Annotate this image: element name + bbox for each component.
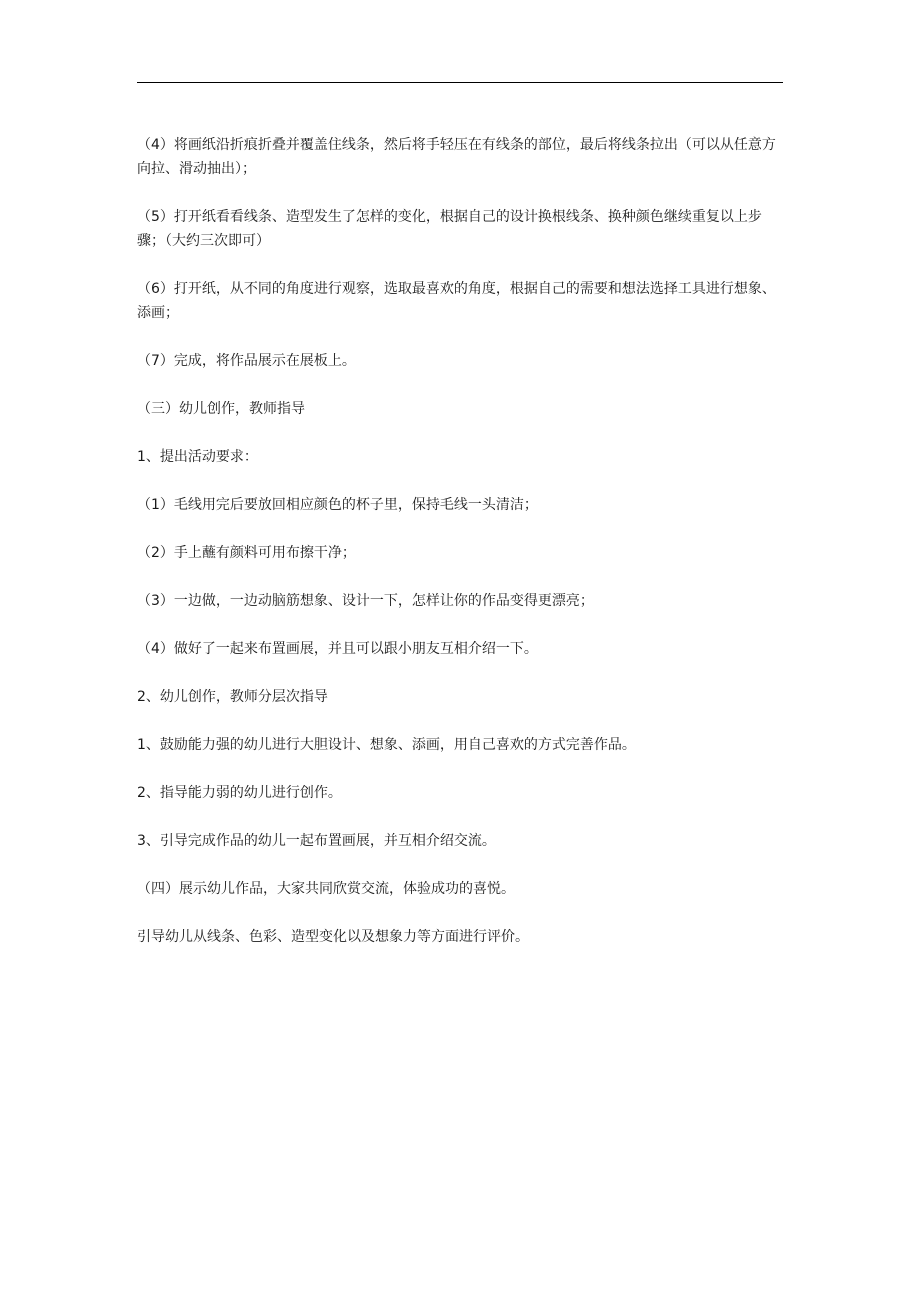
document-body (137, 133, 787, 973)
requirement-2: （2）手上蘸有颜料可用布擦干净； (137, 545, 356, 561)
requirement-1: （1）毛线用完后要放回相应颜色的杯子里，保持毛线一头清洁； (137, 497, 538, 513)
activity-requirements-heading: 1、提出活动要求： (137, 449, 258, 465)
step-4-paragraph: （4）将画纸沿折痕折叠并覆盖住线条，然后将手轻压在有线条的部位，最后将线条拉出（可以从任意方向拉、滑动抽出）； (137, 137, 776, 177)
requirement-4: （4）做好了一起来布置画展，并且可以跟小朋友互相介绍一下。 (137, 641, 538, 657)
guidance-item-2: 2、指导能力弱的幼儿进行创作。 (137, 785, 342, 801)
guidance-item-3: 3、引导完成作品的幼儿一起布置画展，并互相介绍交流。 (137, 833, 496, 849)
step-5-paragraph: （5）打开纸看看线条、造型发生了怎样的变化，根据自己的设计换根线条、换种颜色继续重复以上步骤；（大约三次即可） (137, 209, 762, 249)
section-3-heading: （三）幼儿创作，教师指导 (137, 401, 305, 417)
step-7-paragraph: （7）完成，将作品展示在展板上。 (137, 353, 356, 369)
creation-guidance-heading: 2、幼儿创作，教师分层次指导 (137, 689, 328, 705)
header-rule (137, 82, 783, 83)
section-4-heading: （四）展示幼儿作品，大家共同欣赏交流，体验成功的喜悦。 (137, 881, 515, 897)
requirement-3: （3）一边做，一边动脑筋想象、设计一下，怎样让你的作品变得更漂亮； (137, 593, 594, 609)
guidance-item-1: 1、鼓励能力强的幼儿进行大胆设计、想象、添画，用自己喜欢的方式完善作品。 (137, 737, 636, 753)
evaluation-paragraph: 引导幼儿从线条、色彩、造型变化以及想象力等方面进行评价。 (137, 929, 529, 945)
step-6-paragraph: （6）打开纸，从不同的角度进行观察，选取最喜欢的角度，根据自己的需要和想法选择工具进行想象、添画； (137, 281, 776, 321)
